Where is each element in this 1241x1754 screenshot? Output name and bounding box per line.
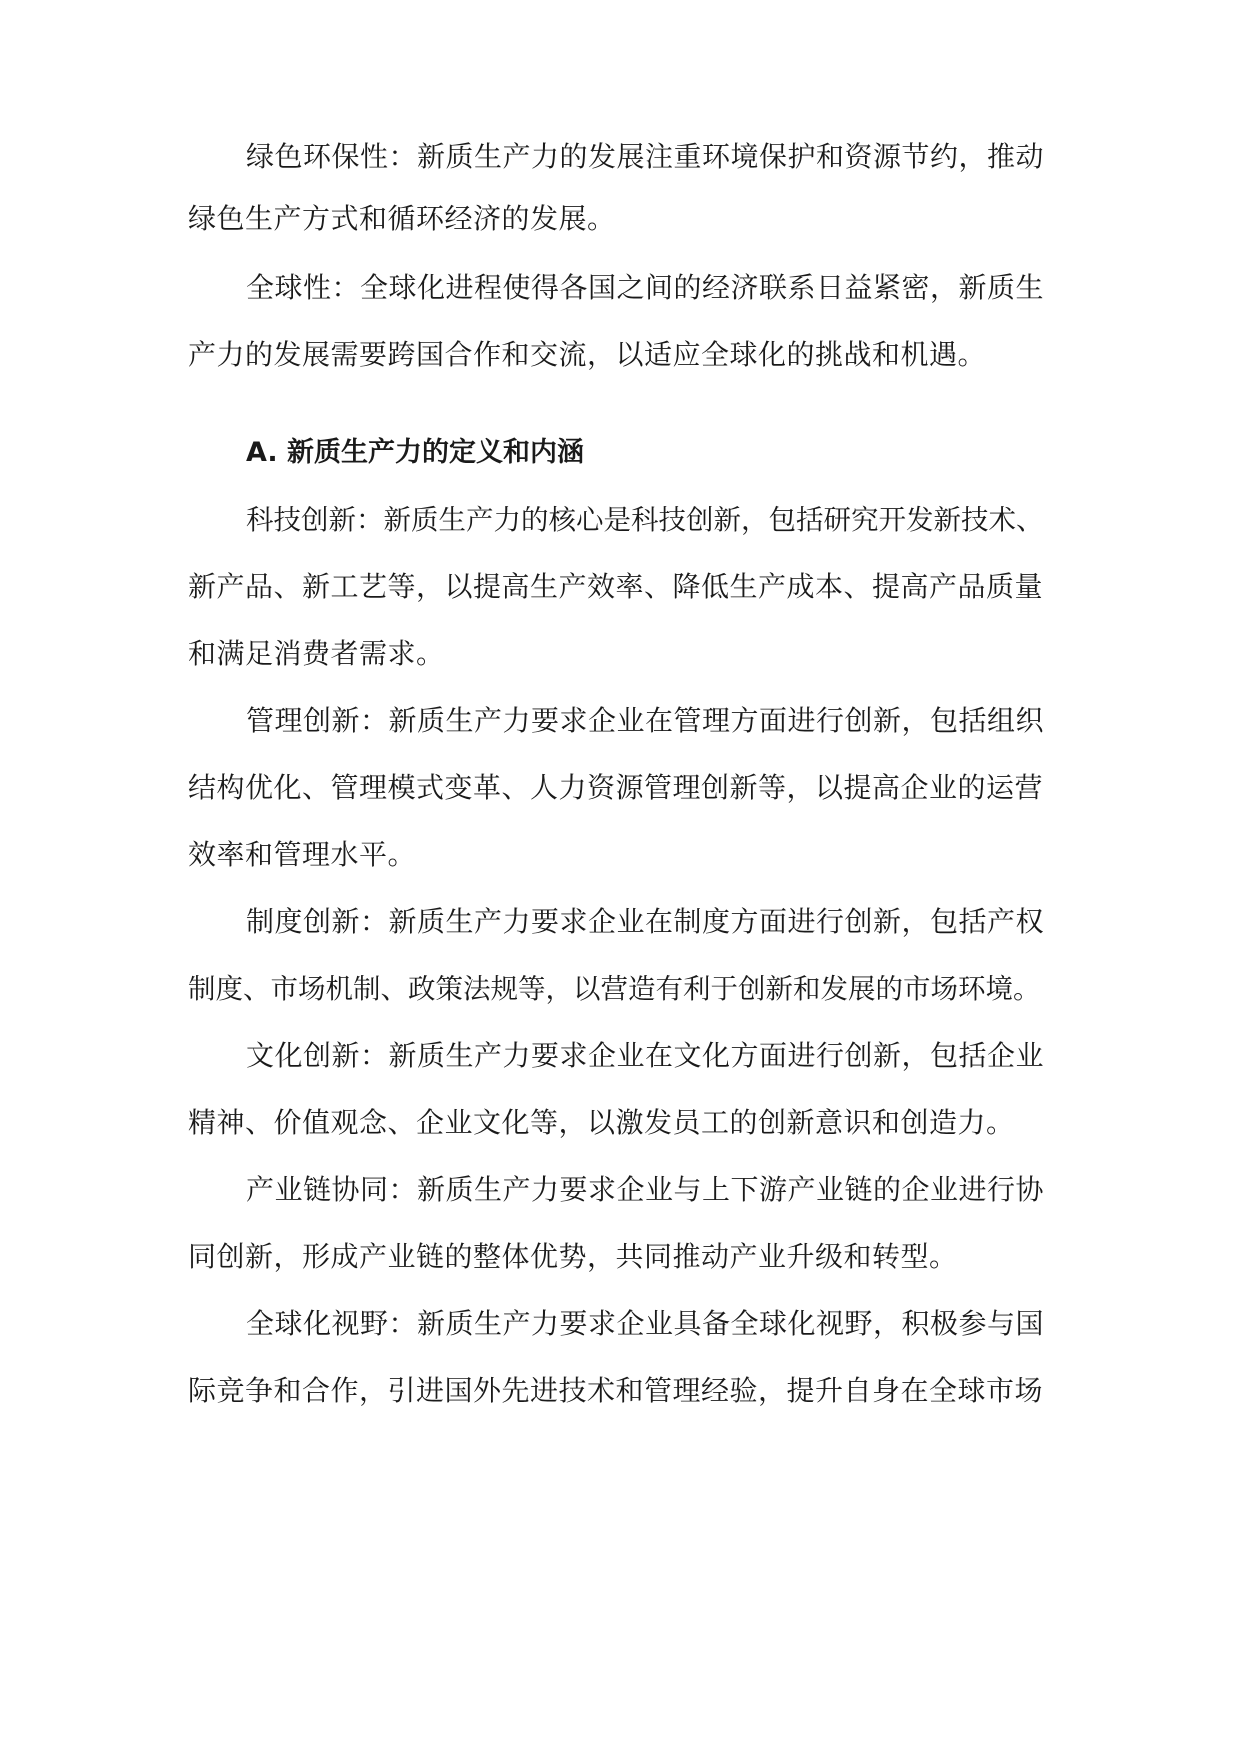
paragraph-institution-line-1: 制度创新：新质生产力要求企业在制度方面进行创新，包括产权: [246, 905, 1045, 938]
paragraph-vision-line-1: 全球化视野：新质生产力要求企业具备全球化视野，积极参与国: [246, 1307, 1045, 1340]
paragraph-global-line-1: 全球性：全球化进程使得各国之间的经济联系日益紧密，新质生: [246, 271, 1045, 304]
paragraph-tech-line-3: 和满足消费者需求。: [188, 637, 445, 670]
paragraph-institution-line-2: 制度、市场机制、政策法规等，以营造有利于创新和发展的市场环境。: [188, 973, 1041, 1005]
paragraph-chain-line-1: 产业链协同：新质生产力要求企业与上下游产业链的企业进行协: [246, 1173, 1045, 1206]
section-heading: A. 新质生产力的定义和内涵: [246, 437, 585, 468]
paragraph-green-line-2: 绿色生产方式和循环经济的发展。: [188, 202, 616, 235]
paragraph-management-line-3: 效率和管理水平。: [188, 838, 417, 871]
paragraph-management-line-1: 管理创新：新质生产力要求企业在管理方面进行创新，包括组织: [246, 704, 1045, 737]
paragraph-global-line-2: 产力的发展需要跨国合作和交流，以适应全球化的挑战和机遇。: [188, 338, 987, 371]
paragraph-culture-line-2: 精神、价值观念、企业文化等，以激发员工的创新意识和创造力。: [188, 1106, 1015, 1139]
paragraph-green-line-1: 绿色环保性：新质生产力的发展注重环境保护和资源节约，推动: [246, 140, 1045, 173]
paragraph-tech-line-2: 新产品、新工艺等，以提高生产效率、降低生产成本、提高产品质量: [188, 570, 1044, 603]
paragraph-management-line-2: 结构优化、管理模式变革、人力资源管理创新等，以提高企业的运营: [188, 771, 1044, 804]
paragraph-tech-line-1: 科技创新：新质生产力的核心是科技创新，包括研究开发新技术、: [246, 504, 1044, 536]
paragraph-chain-line-2: 同创新，形成产业链的整体优势，共同推动产业升级和转型。: [188, 1240, 958, 1273]
paragraph-vision-line-2: 际竞争和合作，引进国外先进技术和管理经验，提升自身在全球市场: [188, 1374, 1044, 1407]
paragraph-culture-line-1: 文化创新：新质生产力要求企业在文化方面进行创新，包括企业: [246, 1039, 1045, 1072]
